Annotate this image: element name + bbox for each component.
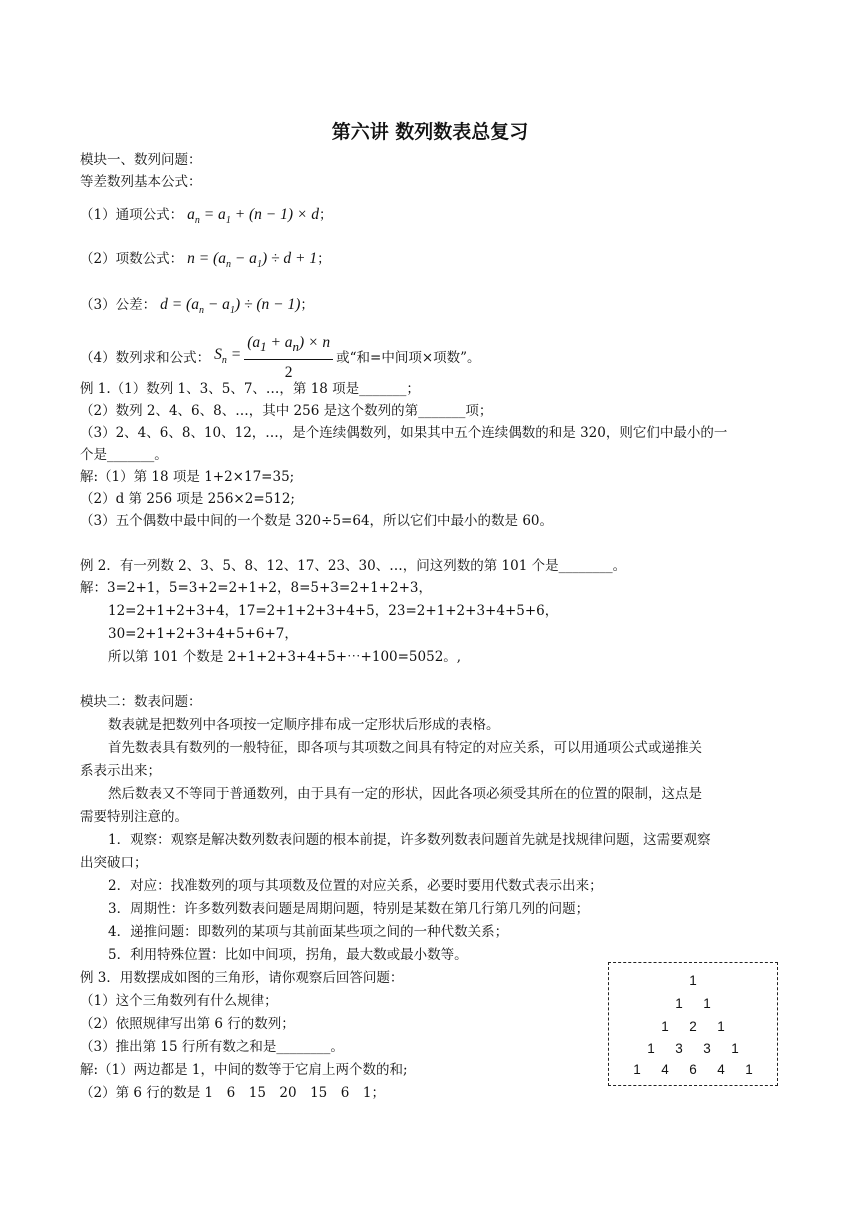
module2-p6: 3．周期性：许多数列数表问题是周期问题，特别是某数在第几行第几列的问题； — [108, 901, 590, 917]
example2-a1: 解：3=2+1，5=3+2=2+1+2，8=5+3=2+1+2+3， — [80, 580, 432, 596]
example1-a2: （2）d 第 256 项是 256×2=512; — [80, 491, 295, 507]
module2-p2-cont: 系表示出来； — [80, 763, 161, 779]
triangle-cell: 3 — [675, 1041, 683, 1056]
module2-p5: 2．对应：找准数列的项与其项数及位置的对应关系，必要时要用代数式表示出来； — [108, 878, 603, 894]
formula-term-count — [80, 249, 331, 275]
fraction-numerator: $(a_1 + a_n) \times n$ — [244, 332, 333, 360]
triangle-cell: 1 — [661, 1019, 669, 1034]
formula-suffix: ； — [300, 297, 314, 313]
module2-heading: 模块二：数表问题： — [80, 694, 202, 710]
pascal-triangle-figure — [608, 962, 778, 1086]
triangle-row-4 — [609, 1041, 777, 1056]
triangle-cell: 1 — [633, 1062, 641, 1077]
example3-q3: （3）推出第 15 行所有数之和是________。 — [80, 1039, 344, 1055]
formula-expression: $d = (a_n - a_1) \div (n - 1)$ — [160, 296, 301, 317]
triangle-cell: 6 — [689, 1062, 697, 1077]
example1-a1: 解:（1）第 18 项是 1+2×17=35; — [80, 469, 295, 485]
formula-suffix: ； — [319, 207, 333, 223]
triangle-cell: 1 — [717, 1019, 725, 1034]
triangle-cell: 1 — [675, 996, 683, 1011]
formula-label: （2）项数公式： — [80, 251, 184, 267]
triangle-cell: 3 — [703, 1041, 711, 1056]
formula-section-heading: 等差数列基本公式： — [80, 174, 202, 190]
module1-heading: 模块一、数列问题： — [80, 152, 202, 168]
formula-suffix: 或“和=中间项×项数”。 — [336, 350, 481, 367]
example3-a2: （2）第 6 行的数是 1 6 15 20 15 6 1； — [80, 1085, 385, 1101]
example3-a1: 解:（1）两边都是 1，中间的数等于它肩上两个数的和; — [80, 1062, 408, 1078]
triangle-row-2 — [609, 996, 777, 1011]
triangle-row-3 — [609, 1019, 777, 1034]
example3-q2: （2）依照规律写出第 6 行的数列； — [80, 1016, 295, 1032]
fraction-denominator: 2 — [284, 364, 293, 382]
example2-a2: 12=2+1+2+3+4，17=2+1+2+3+4+5，23=2+1+2+3+4+5+6， — [108, 603, 559, 619]
triangle-cell: 4 — [661, 1062, 669, 1077]
triangle-cell: 1 — [703, 996, 711, 1011]
formula-label: （1）通项公式： — [80, 207, 184, 223]
module2-p4: 1．观察：观察是解决数列数表问题的根本前提，许多数列数表问题首先就是找规律问题，这需要观察 — [108, 832, 711, 848]
triangle-cell: 2 — [689, 1019, 697, 1034]
example3-question: 例 3．用数摆成如图的三角形，请你观察后回答问题： — [80, 970, 404, 986]
formula-general-term — [80, 205, 333, 231]
formula-expression: $n = (a_n - a_1) \div d + 1$ — [187, 250, 318, 271]
triangle-cell: 1 — [689, 973, 697, 988]
module2-p7: 4．递推问题：即数列的某项与其前面某些项之间的一种代数关系； — [108, 924, 509, 940]
triangle-cell: 1 — [647, 1041, 655, 1056]
page-title: 第六讲 数列数表总复习 — [331, 121, 529, 143]
example2-question: 例 2．有一列数 2、3、5、8、12、17、23、30、…，问这列数的第 101 个是________。 — [80, 558, 627, 574]
formula-sum — [80, 332, 481, 384]
triangle-row-1 — [609, 973, 777, 988]
module2-p3-cont: 需要特别注意的。 — [80, 809, 188, 825]
formula-sum-lhs: $S_n$ = — [214, 346, 242, 367]
formula-fraction — [244, 332, 333, 384]
module2-p4-cont: 出突破口； — [80, 855, 148, 871]
formula-suffix: ； — [317, 251, 331, 267]
example1-q3-cont: 个是_______。 — [80, 447, 168, 463]
example3-q1: （1）这个三角数列有什么规律； — [80, 993, 278, 1009]
module2-p2: 首先数表具有数列的一般特征，即各项与其项数之间具有特定的对应关系，可以用通项公式或递推关 — [108, 740, 702, 756]
example1-q1: 例 1.（1）数列 1、3、5、7、…，第 18 项是_______； — [80, 381, 420, 397]
formula-label: （4）数列求和公式： — [80, 350, 211, 367]
example1-q3: （3）2、4、6、8、10、12，…，是个连续偶数列，如果其中五个连续偶数的和是 320，则它们中最小的一 — [80, 425, 728, 441]
module2-p1: 数表就是把数列中各项按一定顺序排布成一定形状后形成的表格。 — [108, 717, 500, 733]
example2-a3: 30=2+1+2+3+4+5+6+7， — [108, 626, 298, 642]
triangle-cell: 4 — [717, 1062, 725, 1077]
example2-a4: 所以第 101 个数是 2+1+2+3+4+5+⋯+100=5052。, — [108, 649, 462, 665]
triangle-cell: 1 — [731, 1041, 739, 1056]
example1-q2: （2）数列 2、4、6、8、…，其中 256 是这个数列的第_______项； — [80, 403, 493, 419]
module2-p3: 然后数表又不等同于普通数列，由于具有一定的形状，因此各项必须受其所在的位置的限制，这点是 — [108, 786, 702, 802]
example1-a3: （3）五个偶数中最中间的一个数是 320÷5=64，所以它们中最小的数是 60。 — [80, 513, 554, 529]
module2-p8: 5．利用特殊位置：比如中间项，拐角，最大数或最小数等。 — [108, 947, 468, 963]
triangle-row-5 — [609, 1062, 777, 1077]
formula-expression: $a_n = a_1 + (n - 1) \times d$ — [187, 206, 320, 227]
triangle-cell: 1 — [745, 1062, 753, 1077]
formula-label: （3）公差： — [80, 297, 157, 313]
formula-common-difference — [80, 295, 314, 321]
